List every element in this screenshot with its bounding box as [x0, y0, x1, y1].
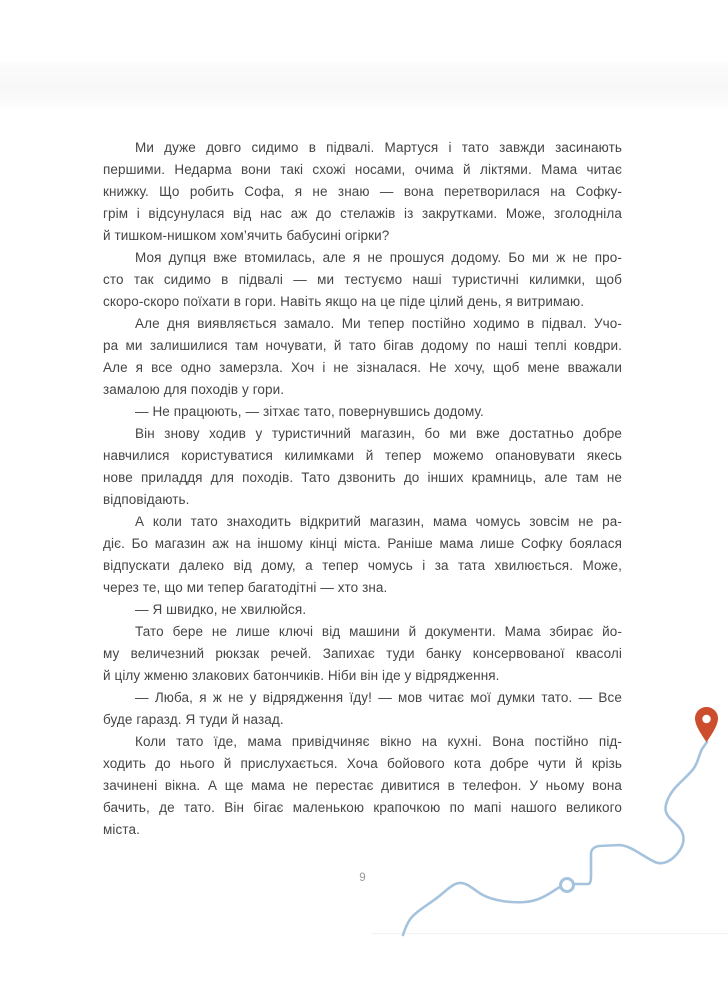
paragraph: [103, 621, 622, 687]
text-line: Ми дуже довго сидимо в підвалі. Мартуся і тато завжди засинають: [135, 140, 622, 155]
text-line: першими. Недарма вони такі схожі носами, очима й ліктями. Мама читає: [103, 162, 622, 177]
text-line: відпускати далеко від дому, а тепер чомусь і за тата хвилюється. Може,: [103, 558, 622, 573]
text-line: буде гаразд. Я туди й назад.: [103, 712, 284, 727]
text-block: [103, 137, 622, 841]
text-line: Коли тато їде, мама привідчиняє вікно на кухні. Вона постійно під-: [135, 734, 622, 749]
paragraph: [103, 401, 622, 423]
paragraph: [103, 599, 622, 621]
text-line: Тато бере не лише ключі від машини й документи. Мама збирає йо-: [135, 624, 622, 639]
text-line: Він знову ходив у туристичний магазин, бо ми вже достатньо добре: [135, 426, 622, 441]
paragraph: [103, 687, 622, 731]
text-line: навчилися користуватися килимками й тепер можемо опановувати якесь: [103, 448, 622, 463]
text-line: — Не працюють, — зітхає тато, повернувшись додому.: [135, 404, 484, 419]
text-line: грім і відсунулася від нас аж до стелажів із закрутками. Може, зголодніла: [103, 206, 622, 221]
paragraph: [103, 731, 622, 841]
text-line: Але я все одно замерзла. Хоч і не зізналася. Не хочу, щоб мене вважали: [103, 360, 622, 375]
map-pin-icon: [695, 707, 718, 742]
map-pin-hole: [702, 715, 710, 723]
text-line: зачинені вікна. А ще мама не перестає дивитися в телефон. У ньому вона: [103, 778, 622, 793]
text-line: — Люба, я ж не у відрядження їду! — мов читає мої думки тато. — Все: [135, 690, 622, 705]
text-line: й цілу жменю злакових батончиків. Ніби він іде у відрядження.: [103, 668, 500, 683]
paragraph: [103, 247, 622, 313]
text-line: відповідають.: [103, 492, 190, 507]
scan-artifact-top: [0, 62, 728, 108]
text-line: книжку. Що робить Софа, я не знаю — вона перетворилася на Софку-: [103, 184, 622, 199]
text-line: діє. Бо магазин аж на іншому кінці міста. Раніше мама лише Софку боялася: [103, 536, 622, 551]
text-line: міста.: [103, 822, 140, 837]
text-line: ходить до нього й прислухається. Хоча бойового кота добре чути й крізь: [103, 756, 622, 771]
text-line: замалою для походів у гори.: [103, 382, 285, 397]
text-line: скоро-скоро поїхати в гори. Навіть якщо на це піде цілий день, я витримаю.: [103, 294, 585, 309]
text-line: — Я швидко, не хвилюйся.: [135, 602, 307, 617]
map-pin-body: [695, 707, 718, 742]
text-line: й тишком-нишком хом’ячить бабусині огірки?: [103, 228, 390, 243]
text-line: ра ми залишилися там ночувати, й тато бігав додому по наші теплі ковдри.: [103, 338, 622, 353]
text-line: бачить, де тато. Він бігає маленькою крапочкою по мапі нашого великого: [103, 800, 622, 815]
text-line: А коли тато знаходить відкритий магазин, мама чомусь зовсім не ра-: [135, 514, 622, 529]
text-line: нове приладдя для походів. Тато дзвонить до інших крамниць, але там не: [103, 470, 622, 485]
text-line: му величезний рюкзак речей. Запихає туди банку консервованої квасолі: [103, 646, 622, 661]
paragraph: [103, 511, 622, 599]
paragraph: [103, 137, 622, 247]
scan-artifact-bottom-edge: [372, 933, 728, 934]
text-line: Моя дупця вже втомилась, але я не прошуся додому. Бо ми ж не про-: [135, 250, 622, 265]
page-number: 9: [359, 872, 366, 884]
paragraph: [103, 423, 622, 511]
text-line: через те, що ми тепер багатодітні — хто зна.: [103, 580, 388, 595]
paragraph: [103, 313, 622, 401]
text-line: Але дня виявляється замало. Ми тепер постійно ходимо в підвал. Учо-: [135, 316, 622, 331]
text-line: сто так сидимо в підвалі — ми тестуємо наші туристичні килимки, щоб: [103, 272, 622, 287]
